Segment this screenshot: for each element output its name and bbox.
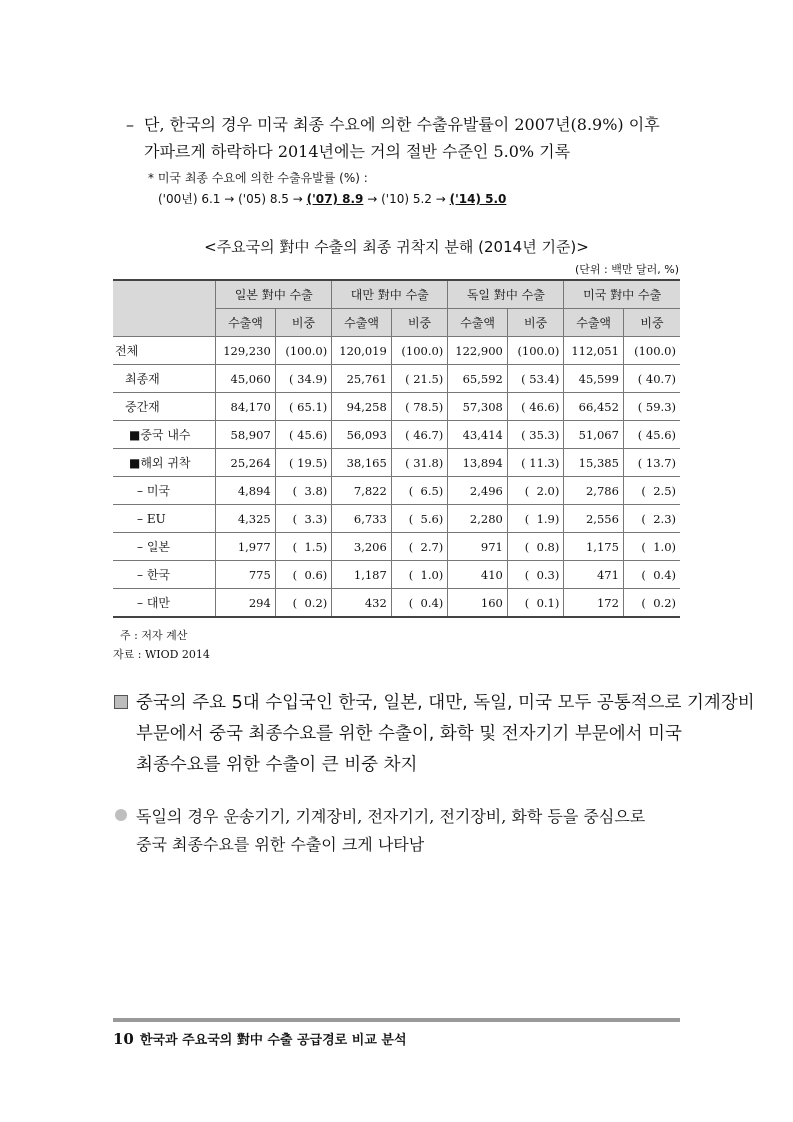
export-amount-cell: 38,165 [332,449,392,477]
share-cell: ( 0.4) [623,561,680,589]
sub-header-share: 비중 [623,309,680,337]
table-corner [113,280,216,337]
share-cell: ( 0.4) [391,589,447,618]
share-cell: ( 0.6) [275,561,331,589]
share-cell: ( 35.3) [507,421,563,449]
main-point-line-2: 부문에서 중국 최종수요를 위한 수출이, 화학 및 전자기기 부문에서 미국 [136,724,682,744]
table-row [113,477,680,505]
note-seq-c: → ('10) 5.2 → [363,192,450,206]
main-point-line-1: 중국의 주요 5대 수입국인 한국, 일본, 대만, 독일, 미국 모두 공통적으로 기계장비 [136,693,755,713]
export-amount-cell: 45,599 [564,365,624,393]
share-cell: ( 3.3) [275,505,331,533]
sub-header-amount: 수출액 [332,309,392,337]
share-cell: ( 19.5) [275,449,331,477]
export-amount-cell: 112,051 [564,337,624,365]
share-cell: (100.0) [623,337,680,365]
export-amount-cell: 1,187 [332,561,392,589]
note-seq-d: ('14) 5.0 [449,192,507,206]
note-line-1: * 미국 최종 수요에 의한 수출유발률 (%) : [148,171,368,185]
export-amount-cell: 2,556 [564,505,624,533]
sub-header-amount: 수출액 [564,309,624,337]
row-label: – 일본 [113,533,216,561]
dash-item-line-1 [126,115,660,135]
share-cell: ( 1.0) [391,561,447,589]
export-amount-cell: 1,977 [216,533,276,561]
row-label: – EU [113,505,216,533]
export-amount-cell: 58,907 [216,421,276,449]
sub-header-amount: 수출액 [216,309,276,337]
table-row [113,505,680,533]
sub-point-line-2: 중국 최종수요를 위한 수출이 크게 나타남 [136,835,425,854]
share-cell: ( 2.5) [623,477,680,505]
table-caption: <주요국의 對中 수출의 최종 귀착지 분해 (2014년 기준)> [204,238,589,256]
share-cell: ( 65.1) [275,393,331,421]
share-cell: ( 13.7) [623,449,680,477]
share-cell: ( 2.3) [623,505,680,533]
table-row [113,589,680,618]
export-amount-cell: 172 [564,589,624,618]
page-footer [113,1029,407,1048]
export-amount-cell: 25,264 [216,449,276,477]
group-header: 일본 對中 수출 [216,280,332,309]
share-cell: ( 46.6) [507,393,563,421]
table-row [113,365,680,393]
dash-mark: – [126,115,134,134]
export-amount-cell: 66,452 [564,393,624,421]
export-amount-cell: 2,280 [448,505,508,533]
export-amount-cell: 471 [564,561,624,589]
share-cell: ( 0.3) [507,561,563,589]
table-unit: (단위 : 백만 달러, %) [575,263,679,276]
row-label: 전체 [113,337,216,365]
group-header: 미국 對中 수출 [564,280,680,309]
export-amount-cell: 2,786 [564,477,624,505]
sub-point-line-1: 독일의 경우 운송기기, 기계장비, 전자기기, 전기장비, 화학 등을 중심으로 [136,807,646,826]
row-label: ■중국 내수 [113,421,216,449]
share-cell: ( 2.7) [391,533,447,561]
share-cell: ( 46.7) [391,421,447,449]
share-cell: ( 6.5) [391,477,447,505]
sub-header-share: 비중 [275,309,331,337]
share-cell: ( 5.6) [391,505,447,533]
group-header: 독일 對中 수출 [448,280,564,309]
export-amount-cell: 56,093 [332,421,392,449]
share-cell: ( 1.5) [275,533,331,561]
table-row [113,393,680,421]
share-cell: ( 11.3) [507,449,563,477]
share-cell: ( 59.3) [623,393,680,421]
circle-bullet-icon [115,809,127,821]
export-amount-cell: 57,308 [448,393,508,421]
share-cell: ( 1.0) [623,533,680,561]
export-amount-cell: 94,258 [332,393,392,421]
export-amount-cell: 43,414 [448,421,508,449]
table-row [113,337,680,365]
export-amount-cell: 51,067 [564,421,624,449]
note-seq-b: ('07) 8.9 [306,192,364,206]
export-amount-cell: 410 [448,561,508,589]
share-cell: ( 0.8) [507,533,563,561]
export-amount-cell: 84,170 [216,393,276,421]
share-cell: (100.0) [391,337,447,365]
export-amount-cell: 971 [448,533,508,561]
export-amount-cell: 160 [448,589,508,618]
table-row [113,533,680,561]
dash-item-text-1: 단, 한국의 경우 미국 최종 수요에 의한 수출유발률이 2007년(8.9%) 이후 [144,115,660,134]
export-amount-cell: 4,325 [216,505,276,533]
share-cell: ( 0.2) [275,589,331,618]
note-seq-a: ('00년) 6.1 → ('05) 8.5 → [158,192,307,206]
share-cell: ( 31.8) [391,449,447,477]
export-amount-cell: 15,385 [564,449,624,477]
share-cell: ( 21.5) [391,365,447,393]
share-cell: ( 45.6) [275,421,331,449]
share-cell: (100.0) [507,337,563,365]
share-cell: ( 40.7) [623,365,680,393]
sub-header-amount: 수출액 [448,309,508,337]
table-note: 주 : 저자 계산 [120,629,188,642]
table-row [113,449,680,477]
export-amount-cell: 6,733 [332,505,392,533]
export-amount-cell: 1,175 [564,533,624,561]
square-bullet-icon [114,695,128,709]
export-amount-cell: 3,206 [332,533,392,561]
main-point-line-3: 최종수요를 위한 수출이 큰 비중 차지 [136,755,418,775]
row-label: – 대만 [113,589,216,618]
page-number: 10 [113,1030,134,1048]
footer-rule [113,1018,680,1022]
share-cell: (100.0) [275,337,331,365]
share-cell: ( 78.5) [391,393,447,421]
footer-title: 한국과 주요국의 對中 수출 공급경로 비교 분석 [139,1033,407,1048]
share-cell: ( 0.1) [507,589,563,618]
share-cell: ( 45.6) [623,421,680,449]
table-body [113,337,680,618]
export-amount-cell: 25,761 [332,365,392,393]
row-label: 중간재 [113,393,216,421]
group-header: 대만 對中 수출 [332,280,448,309]
share-cell: ( 3.8) [275,477,331,505]
export-amount-cell: 13,894 [448,449,508,477]
export-destination-table [113,279,680,618]
export-amount-cell: 45,060 [216,365,276,393]
table-row [113,561,680,589]
export-amount-cell: 129,230 [216,337,276,365]
row-label: ■해외 귀착 [113,449,216,477]
share-cell: ( 34.9) [275,365,331,393]
export-amount-cell: 775 [216,561,276,589]
export-amount-cell: 2,496 [448,477,508,505]
row-label: 최종재 [113,365,216,393]
export-amount-cell: 65,592 [448,365,508,393]
sub-header-share: 비중 [507,309,563,337]
export-amount-cell: 7,822 [332,477,392,505]
share-cell: ( 2.0) [507,477,563,505]
export-amount-cell: 294 [216,589,276,618]
export-amount-cell: 4,894 [216,477,276,505]
share-cell: ( 0.2) [623,589,680,618]
export-amount-cell: 432 [332,589,392,618]
table-source: 자료 : WIOD 2014 [113,648,210,661]
note-line-2 [158,190,506,207]
row-label: – 한국 [113,561,216,589]
table-row [113,421,680,449]
dash-item-line-2: 가파르게 하락하다 2014년에는 거의 절반 수준인 5.0% 기록 [144,142,571,161]
sub-header-share: 비중 [391,309,447,337]
row-label: – 미국 [113,477,216,505]
share-cell: ( 53.4) [507,365,563,393]
share-cell: ( 1.9) [507,505,563,533]
export-amount-cell: 122,900 [448,337,508,365]
export-amount-cell: 120,019 [332,337,392,365]
